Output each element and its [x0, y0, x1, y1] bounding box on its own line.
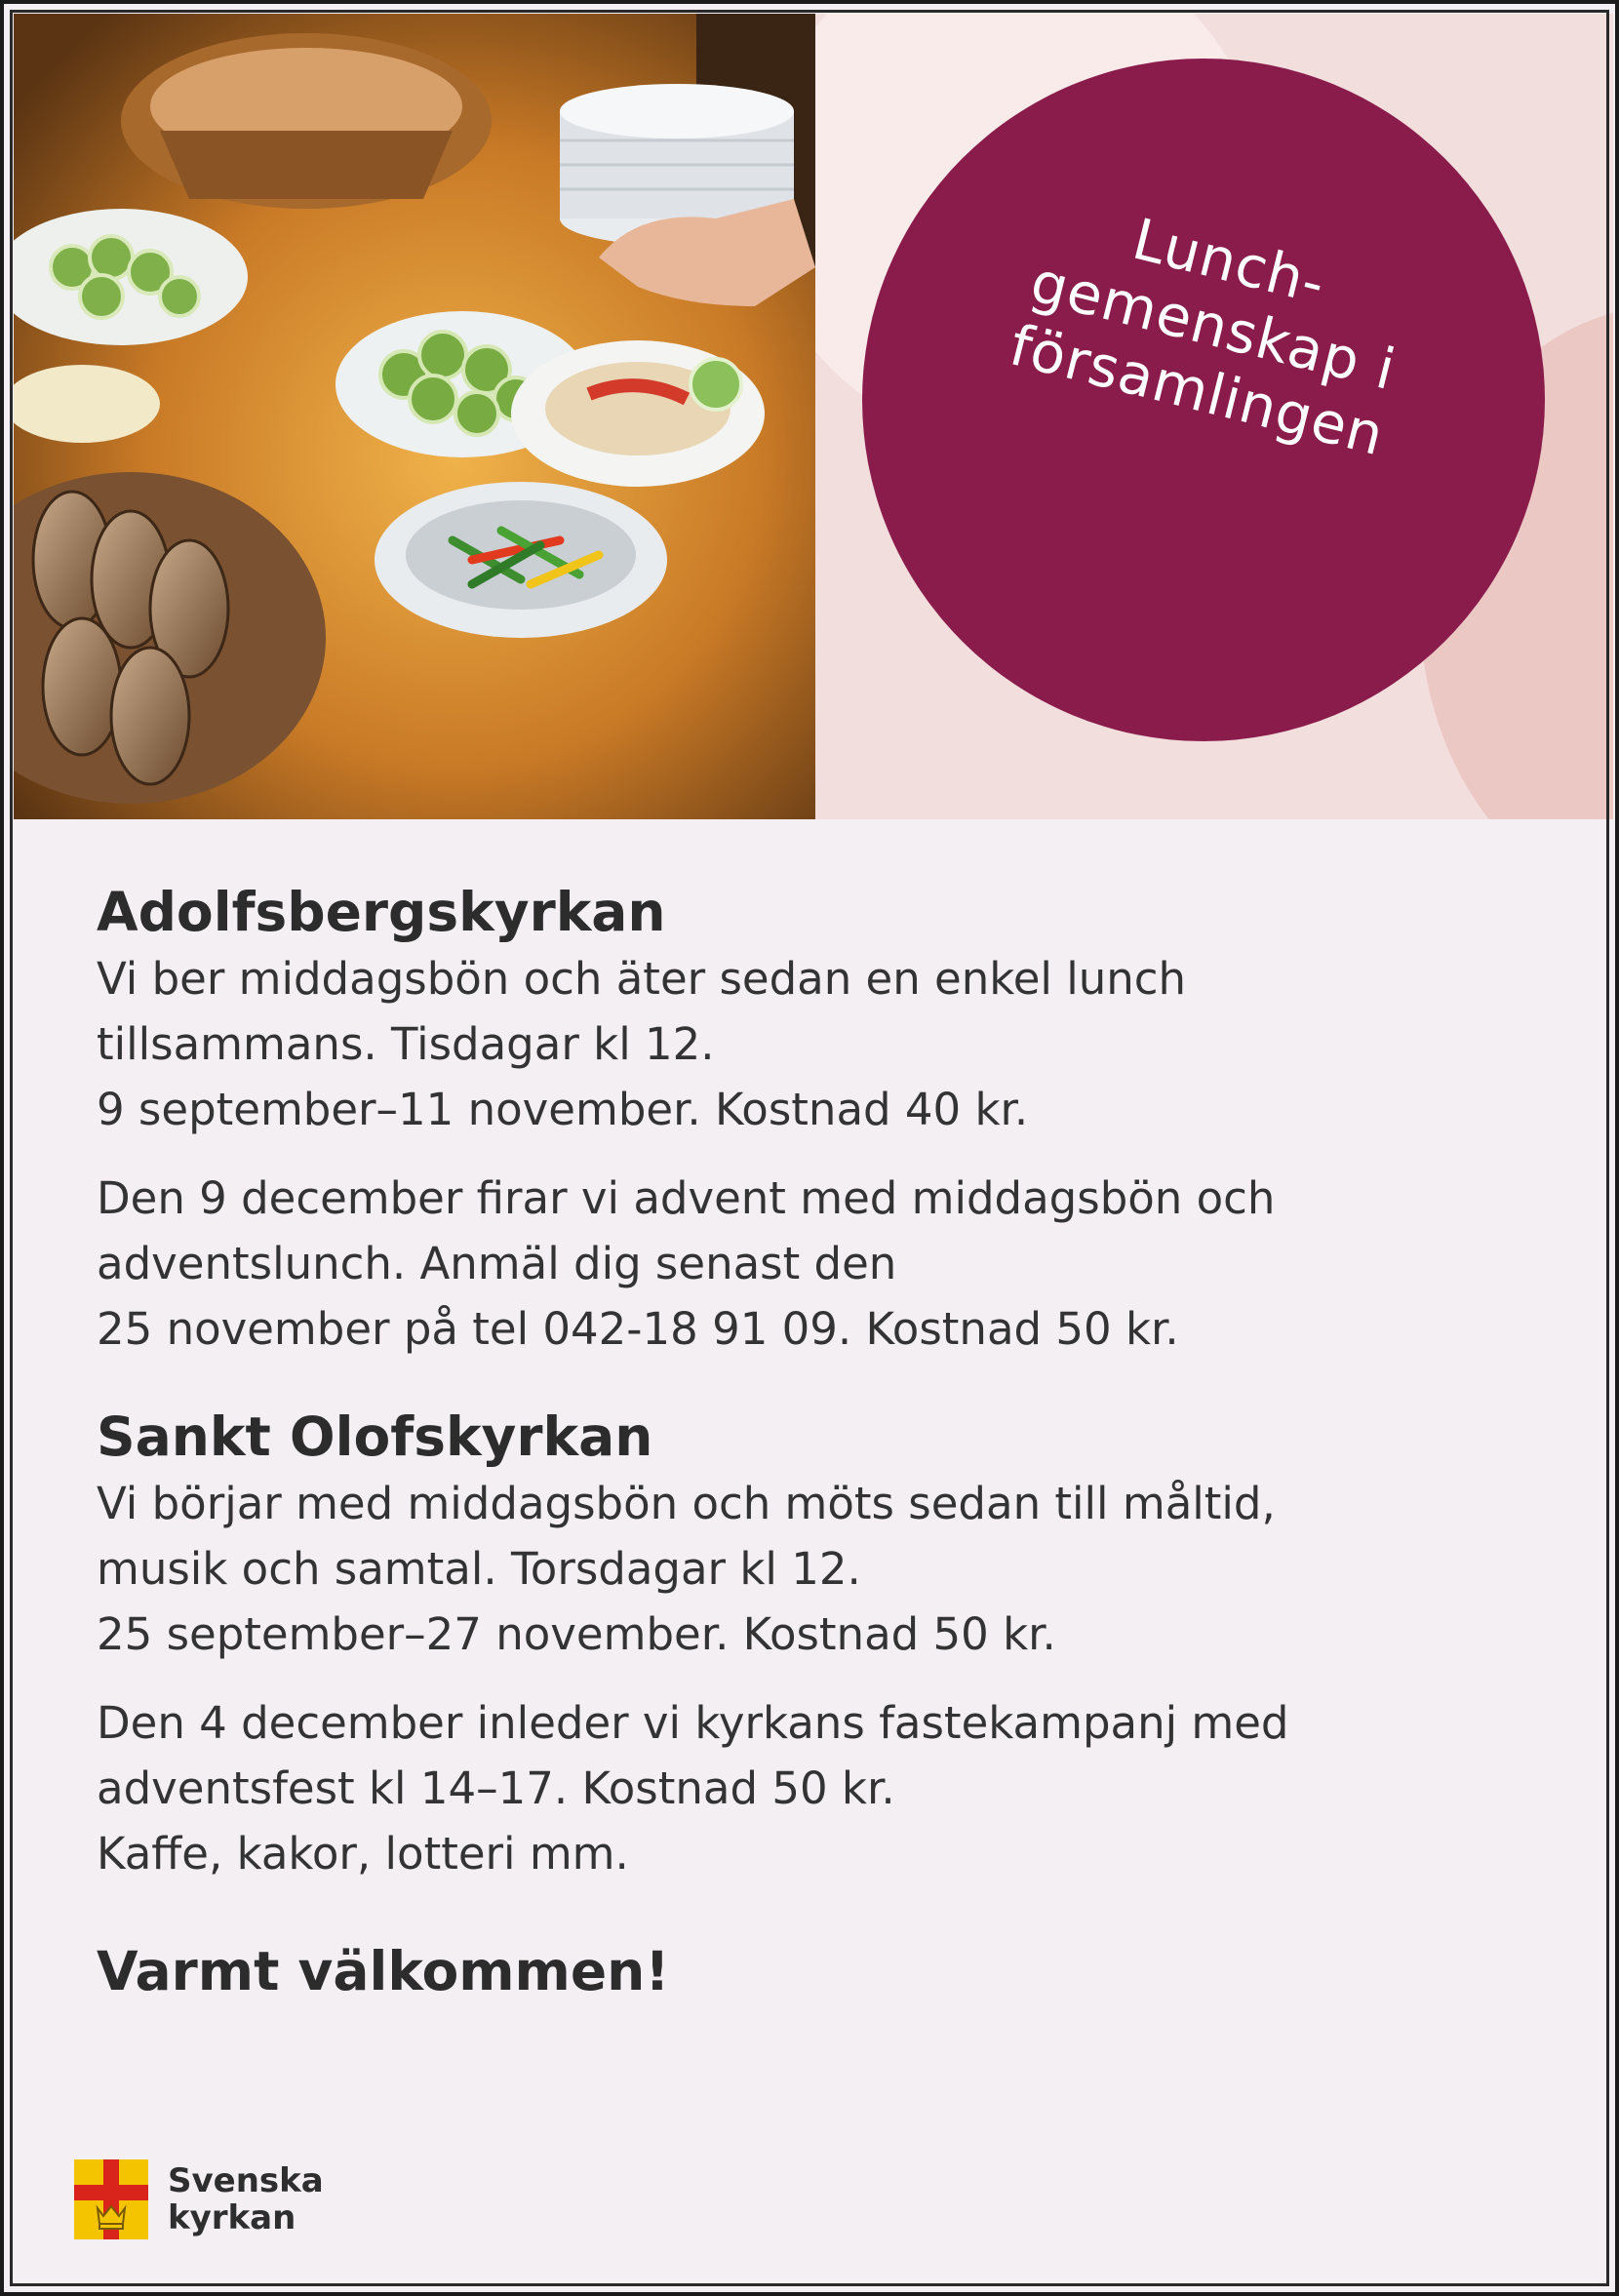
text-line: Vi börjar med middagsbön och möts sedan till måltid,: [97, 1478, 1276, 1529]
section-adolfsbergskyrkan: [97, 882, 1540, 1362]
text-line: musik och samtal. Torsdagar kl 12.: [97, 1543, 861, 1595]
section-paragraph: [97, 1690, 1540, 1886]
section-paragraph: [97, 1166, 1540, 1362]
section-paragraph: [97, 1471, 1540, 1667]
logo-line: Svenska: [168, 2161, 324, 2200]
closing-greeting: Varmt välkommen!: [97, 1940, 670, 2002]
text-line: adventslunch. Anmäl dig senast den: [97, 1238, 897, 1289]
text-line: tillsammans. Tisdagar kl 12.: [97, 1018, 715, 1070]
text-line: 9 september–11 november. Kostnad 40 kr.: [97, 1084, 1029, 1135]
text-line: Vi ber middagsbön och äter sedan en enkel lunch: [97, 953, 1187, 1005]
section-heading: Adolfsbergskyrkan: [97, 881, 666, 943]
text-line: adventsfest kl 14–17. Kostnad 50 kr.: [97, 1762, 895, 1814]
section-paragraph: [97, 946, 1540, 1142]
text-line: 25 september–27 november. Kostnad 50 kr.: [97, 1608, 1056, 1660]
flyer-title: Lunch- gemenskap i församlingen: [1004, 205, 1402, 469]
flyer-content: [97, 882, 1540, 2001]
section-sankt-olofskyrkan: [97, 1406, 1540, 1886]
text-line: Den 4 december inleder vi kyrkans fastekampanj med: [97, 1697, 1289, 1749]
svenska-kyrkan-cross-crown-icon: [74, 2159, 148, 2239]
text-line: 25 november på tel 042-18 91 09. Kostnad 50 kr.: [97, 1303, 1179, 1355]
text-line: Den 9 december firar vi advent med middagsbön och: [97, 1172, 1276, 1224]
logo-wordmark: [168, 2162, 324, 2237]
text-line: Kaffe, kakor, lotteri mm.: [97, 1828, 629, 1880]
section-heading: Sankt Olofskyrkan: [97, 1405, 653, 1468]
logo-line: kyrkan: [168, 2198, 296, 2237]
buffet-table-photo: [14, 14, 815, 819]
svenska-kyrkan-logo: [74, 2159, 324, 2239]
